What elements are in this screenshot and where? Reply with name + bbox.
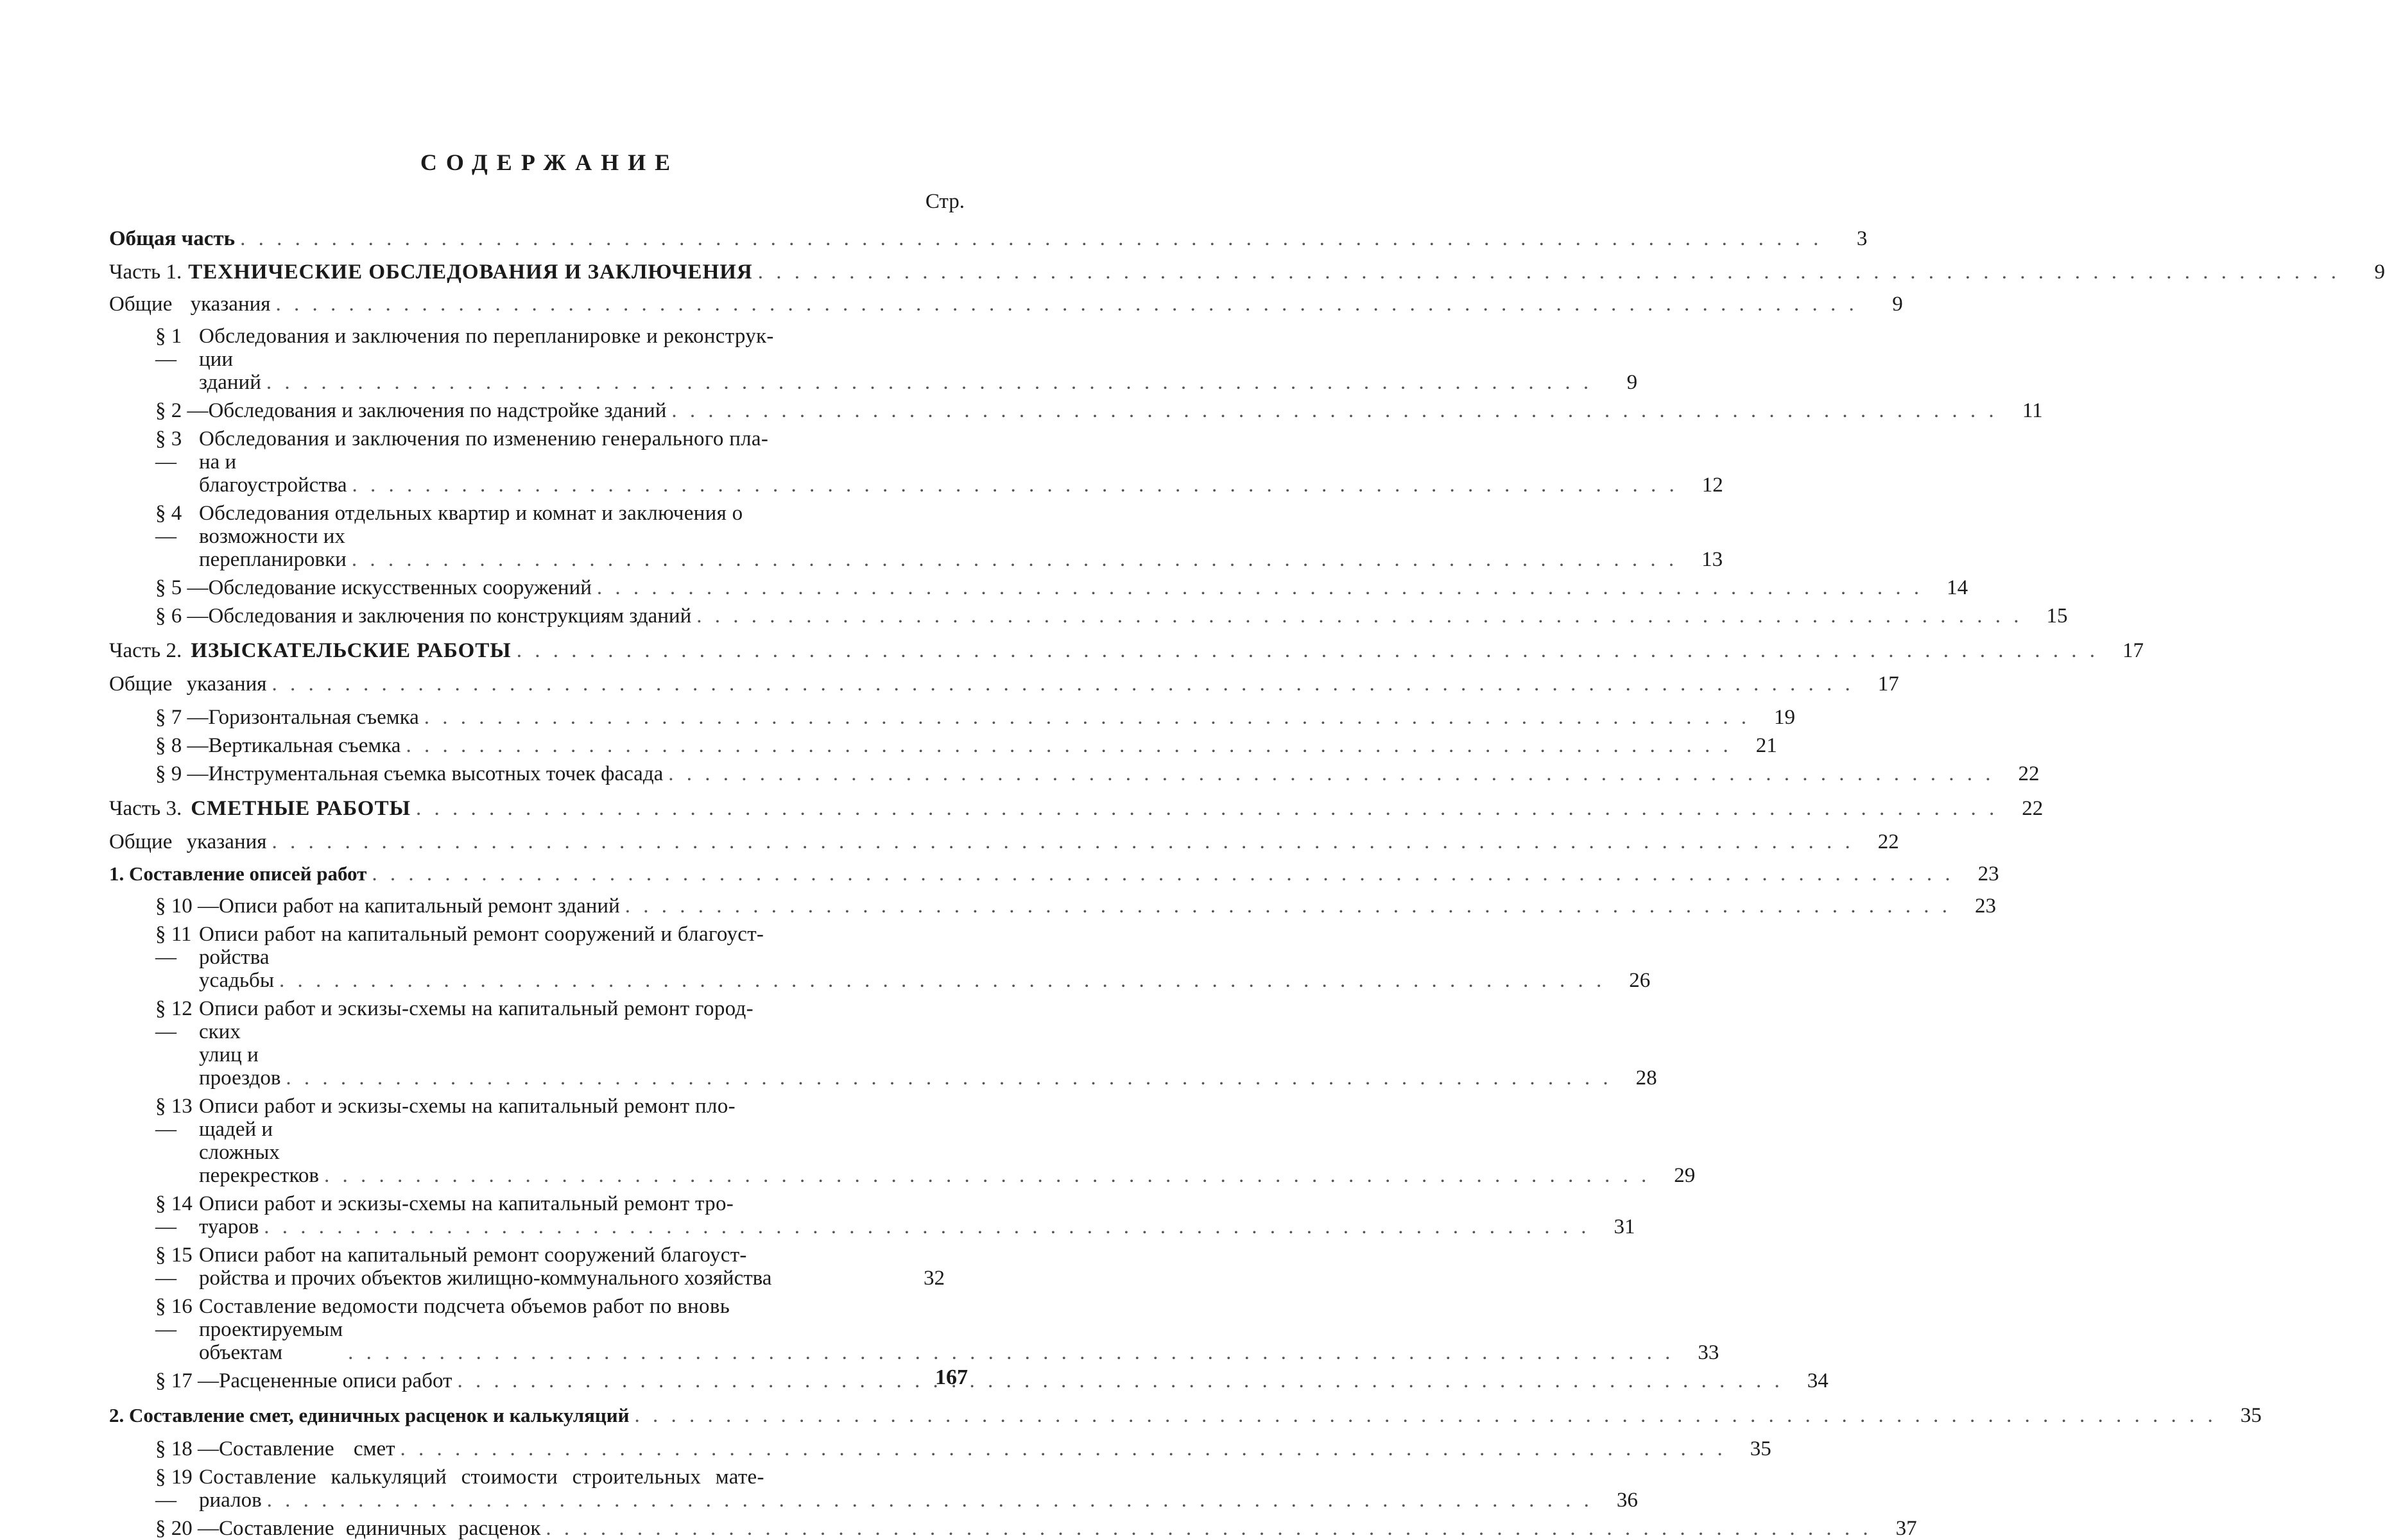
toc-entry-section-13[interactable] [109,1095,1696,1187]
toc-section-number: § 7 — [155,706,209,729]
toc-entry-text: Описи работ на капитальный ремонт зданий [219,894,620,918]
toc-section-number: § 20 — [155,1517,219,1540]
toc-entry-section-3[interactable] [109,427,1723,497]
toc-entry-section-19[interactable] [109,1466,1638,1512]
toc-page-number: 14 [1947,576,1968,599]
toc-entry-line-1: Составление калькуляций стоимости строительных мате- [199,1466,764,1489]
toc-page-number: 3 [1856,227,1868,250]
toc-part-prefix: Часть 1. [109,261,182,284]
toc-entry-text: 1. Составление описей работ [109,862,367,885]
toc-part-title: СМЕТНЫЕ РАБОТЫ [191,797,411,820]
toc-page-number: 21 [1755,734,1777,757]
toc-entry-text: Обследование искусственных сооружений [208,576,592,599]
toc-entry-text: Обследования и заключения по надстройке зданий [208,399,667,422]
toc-page-number: 35 [1750,1437,1771,1460]
toc-page-number: 19 [1774,706,1796,729]
toc-entry-part-2[interactable] [109,639,2144,662]
toc-section-number: § 13 — [155,1095,193,1141]
dot-leader [457,1369,1783,1392]
toc-section-number: § 6 — [155,604,209,628]
toc-entry-line-1: Описи работ и эскизы-схемы на капитальный ремонт пло- [199,1095,736,1118]
toc-entry-section-7[interactable] [109,706,1796,729]
toc-entry-line-1: Обследования и заключения по перепланировке и реконструк- [199,325,774,348]
toc-page-number: 22 [1877,830,1899,853]
toc-page-number: 35 [2240,1404,2262,1427]
toc-section-number: § 12 — [155,997,193,1043]
toc-entry-text: Обследования и заключения по конструкциям зданий [208,604,692,628]
toc-entry-line-1: Обследования и заключения по изменению генерального пла- [199,427,769,450]
toc-section-number: § 4 — [155,502,182,548]
toc-page-number: 37 [1895,1517,1917,1540]
toc-section-number: § 9 — [155,762,209,785]
toc-page-number: 22 [2022,797,2044,820]
contents-title: СОДЕРЖАНИЕ [420,150,680,175]
toc-entry-line-2: ции зданий [199,348,261,394]
toc-section-number: § 11 — [155,923,192,969]
dot-leader [352,548,1678,571]
toc-section-number: § 10 — [155,894,219,918]
toc-entry-line-1: Описи работ и эскизы-схемы на капитальный ремонт тро- [199,1192,734,1215]
toc-part-title: ИЗЫСКАТЕЛЬСКИЕ РАБОТЫ [191,639,512,662]
dot-leader [634,1404,2216,1427]
toc-entry-part-3[interactable] [109,797,2044,820]
toc-page-number: 15 [2046,604,2068,628]
toc-section-number: § 3 — [155,427,182,474]
toc-entry-section-4[interactable] [109,502,1723,571]
toc-entry-section-1[interactable] [109,325,1638,394]
page-number: 167 [935,1365,968,1389]
toc-page-number: 22 [2018,762,2040,785]
toc-entry-text: Вертикальная съемка [208,734,401,757]
toc-entry-line-1: Описи работ и эскизы-схемы на капитальный ремонт город- [199,997,753,1020]
toc-entry-text: Составление смет [219,1437,395,1460]
toc-entry-line-2: ройства усадьбы [199,946,274,992]
toc-entry-section-14[interactable] [109,1192,1635,1238]
toc-entry-line-2: щадей и сложных перекрестков [199,1118,319,1187]
toc-entry-general-instructions-1[interactable] [109,293,1903,316]
toc-page-number: 33 [1698,1341,1719,1364]
toc-part-prefix: Часть 3. [109,797,182,820]
toc-entry-general-instructions-3[interactable] [109,830,1899,853]
toc-entry-text: Общие указания [109,293,271,316]
toc-section-number: § 16 — [155,1295,193,1341]
toc-page-number: 9 [2374,261,2385,284]
toc-entry-section-20[interactable] [109,1517,1917,1540]
dot-leader [424,706,1750,729]
toc-entry-line-2: ских улиц и проездов [199,1020,281,1090]
toc-entry-line-1: Описи работ на капитальный ремонт сооружений благоуст- [199,1244,747,1267]
toc-entry-section-6[interactable] [109,604,2068,628]
dot-leader [286,1066,1612,1090]
toc-page-number: 23 [1977,862,1999,886]
toc-entry-line-2: на и благоустройства [199,450,347,497]
toc-page-number: 11 [2022,399,2043,422]
dot-leader [546,1517,1872,1540]
dot-leader [275,293,1857,316]
dot-leader [264,1215,1590,1238]
toc-section-number: § 19 — [155,1466,193,1512]
toc-entry-line-2: туаров [199,1215,259,1238]
dot-leader [671,399,1997,422]
toc-page-number: 29 [1674,1164,1696,1187]
dot-leader [266,371,1592,394]
toc-section-number: § 17 — [155,1369,219,1392]
toc-entry-section-10[interactable] [109,894,1996,918]
toc-entry-text: Составление единичных расценок [219,1517,541,1540]
toc-entry-line-2: проектируемым объектам [199,1318,343,1364]
toc-page-number: 36 [1616,1489,1638,1512]
dot-leader [400,1437,1726,1460]
toc-page-number: 31 [1614,1215,1635,1238]
toc-section-number: § 15 — [155,1244,193,1290]
dot-leader [240,227,1822,250]
toc-page-number: 17 [2122,639,2144,662]
dot-leader [406,734,1732,757]
toc-entry-section-11[interactable] [109,923,1651,992]
dot-leader [625,894,1951,918]
toc-entry-text: Расцененные описи работ [219,1369,452,1392]
toc-page-number: 34 [1807,1369,1829,1392]
toc-entry-chapter-2[interactable] [109,1404,2262,1427]
toc-entry-text: Общие указания [109,672,267,696]
toc-entry-section-5[interactable] [109,576,1968,599]
toc-entry-line-1: Описи работ на капитальный ремонт сооружений и благоуст- [199,923,764,946]
dot-leader [352,474,1678,497]
dot-leader [517,639,2099,662]
toc-entry-line-2: риалов [199,1489,262,1512]
toc-entry-line-1: Обследования отдельных квартир и комнат и заключения о [199,502,743,525]
toc-entry-section-16[interactable] [109,1295,1719,1364]
toc-entry-line-1: Составление ведомости подсчета объемов работ по вновь [199,1295,730,1318]
toc-entry-text: Общие указания [109,830,267,853]
toc-entry-chapter-1[interactable] [109,862,1999,886]
toc-page-number: 28 [1635,1066,1657,1090]
toc-entry-text: Инструментальная съемка высотных точек фасада [208,762,664,785]
dot-leader [324,1164,1650,1187]
page-column-header: Стр. [925,190,965,213]
toc-entry-section-18[interactable] [109,1437,1771,1460]
toc-part-prefix: Часть 2. [109,639,182,662]
toc-section-number: § 1 — [155,325,182,371]
toc-entry-line-2: возможности их перепланировки [199,525,347,571]
toc-page-number: 9 [1892,293,1903,316]
toc-entry-section-15[interactable] [109,1244,945,1290]
toc-section-number: § 8 — [155,734,209,757]
toc-section-number: § 2 — [155,399,209,422]
toc-entry-line-2: ройства и прочих объектов жилищно-коммунального хозяйства [199,1267,772,1290]
dot-leader [348,1341,1674,1364]
toc-entry-text: 2. Составление смет, единичных расценок и калькуляций [109,1404,630,1426]
toc-entry-text: Общая часть [109,227,236,250]
toc-section-number: § 5 — [155,576,209,599]
toc-page-number: 12 [1701,474,1723,497]
toc-entry-part-1[interactable] [109,261,2385,284]
toc-section-number: § 18 — [155,1437,219,1460]
toc-entry-section-12[interactable] [109,997,1657,1090]
dot-leader [696,604,2022,628]
toc-entry-text: Горизонтальная съемка [208,706,419,729]
dot-leader [271,672,1854,696]
dot-leader [758,261,2340,284]
dot-leader [271,830,1854,853]
dot-leader [597,576,1923,599]
toc-page-number: 23 [1975,894,1996,918]
toc-entry-section-2[interactable] [109,399,2043,422]
toc-entry-section-8[interactable] [109,734,1777,757]
toc-entry-section-9[interactable] [109,762,2040,785]
toc-page-number: 26 [1629,969,1651,992]
dot-leader [668,762,1994,785]
toc-entry-general-part[interactable] [109,227,1868,250]
toc-entry-general-instructions-2[interactable] [109,672,1899,696]
toc-page-number: 9 [1626,371,1638,394]
dot-leader [279,969,1605,992]
toc-page-number: 17 [1877,672,1899,696]
dot-leader [372,862,1954,886]
toc-page-number: 13 [1701,548,1723,571]
toc-part-title: ТЕХНИЧЕСКИЕ ОБСЛЕДОВАНИЯ И ЗАКЛЮЧЕНИЯ [188,261,753,284]
toc-page-number: 32 [924,1267,945,1290]
dot-leader [267,1489,1593,1512]
dot-leader [416,797,1998,820]
toc-section-number: § 14 — [155,1192,193,1238]
